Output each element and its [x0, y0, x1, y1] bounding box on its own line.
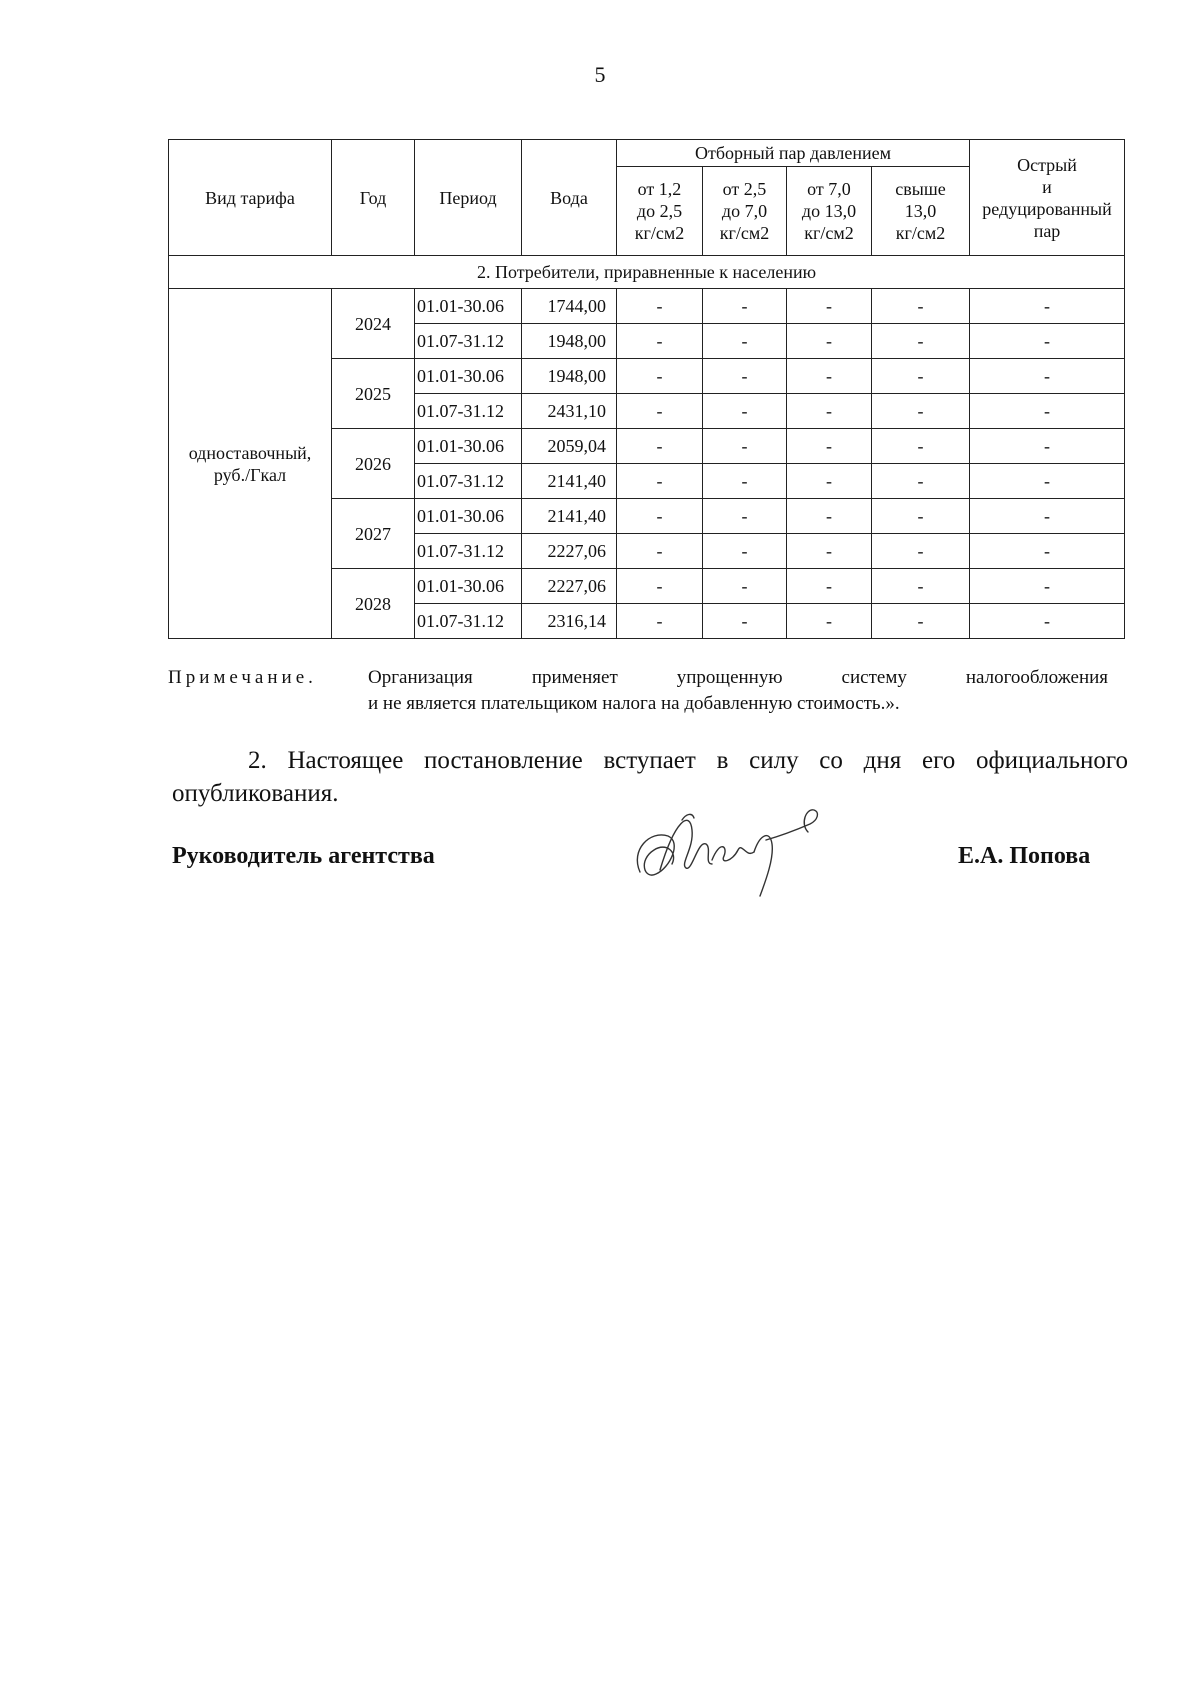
dash-cell: -	[787, 464, 872, 499]
signer-name: Е.А. Попова	[958, 843, 1091, 869]
dash-cell: -	[787, 324, 872, 359]
year-cell: 2026	[332, 429, 415, 499]
dash-cell: -	[617, 429, 703, 464]
tariff-type-line: одноставочный,	[188, 442, 312, 463]
dash-cell: -	[970, 569, 1125, 604]
dash-cell: -	[872, 604, 970, 639]
year-cell: 2027	[332, 499, 415, 569]
water-cell: 2141,40	[522, 464, 617, 499]
dash-cell: -	[970, 499, 1125, 534]
header-steam-2-5	[703, 167, 787, 256]
note-word: упрощенную	[676, 667, 783, 688]
signer-title: Руководитель агентства	[172, 843, 435, 869]
period-cell: 01.01-30.06	[415, 499, 522, 534]
table-row	[169, 289, 1125, 324]
water-cell: 1948,00	[522, 359, 617, 394]
page-number: 5	[594, 62, 606, 87]
dash-cell: -	[703, 359, 787, 394]
header-steam-7-0	[787, 167, 872, 256]
header-line: до 13,0	[801, 201, 857, 221]
header-tariff-type: Вид тарифа	[169, 140, 332, 256]
dash-cell: -	[787, 359, 872, 394]
section-title: 2. Потребители, приравненные к населению	[169, 256, 1125, 289]
dash-cell: -	[970, 429, 1125, 464]
dash-cell: -	[787, 604, 872, 639]
header-line: до 7,0	[721, 201, 768, 221]
dash-cell: -	[970, 359, 1125, 394]
period-cell: 01.07-31.12	[415, 534, 522, 569]
tariff-type-cell	[169, 289, 332, 639]
period-cell: 01.07-31.12	[415, 604, 522, 639]
water-cell: 2227,06	[522, 534, 617, 569]
header-year: Год	[332, 140, 415, 256]
header-steam-13-0	[872, 167, 970, 256]
dash-cell: -	[787, 429, 872, 464]
tariff-table	[168, 139, 1125, 639]
dash-cell: -	[970, 534, 1125, 569]
header-sharp-steam-line: и	[1042, 176, 1052, 197]
dash-cell: -	[703, 394, 787, 429]
note-word: налогообложения	[965, 667, 1109, 688]
header-water: Вода	[522, 140, 617, 256]
header-line: от 7,0	[807, 179, 851, 199]
header-sharp-steam-line: пар	[1033, 220, 1061, 241]
signature-image	[620, 800, 840, 900]
dash-cell: -	[617, 604, 703, 639]
header-sharp-steam	[970, 140, 1125, 256]
dash-cell: -	[787, 499, 872, 534]
dash-cell: -	[617, 464, 703, 499]
dash-cell: -	[617, 569, 703, 604]
header-line: кг/см2	[895, 223, 946, 243]
header-line: кг/см2	[634, 223, 685, 243]
dash-cell: -	[617, 359, 703, 394]
dash-cell: -	[703, 429, 787, 464]
header-line: до 2,5	[636, 201, 683, 221]
dash-cell: -	[872, 394, 970, 429]
period-cell: 01.07-31.12	[415, 324, 522, 359]
water-cell: 2059,04	[522, 429, 617, 464]
note-label: Примечание.	[168, 667, 317, 688]
note-line-2: и не является плательщиком налога на добавленную стоимость.».	[368, 693, 900, 714]
water-cell: 2141,40	[522, 499, 617, 534]
dash-cell: -	[703, 569, 787, 604]
water-cell: 2316,14	[522, 604, 617, 639]
dash-cell: -	[872, 534, 970, 569]
header-row-1	[169, 140, 1125, 167]
dash-cell: -	[787, 534, 872, 569]
dash-cell: -	[703, 499, 787, 534]
header-steam-1-2	[617, 167, 703, 256]
header-line: свыше	[895, 179, 946, 199]
period-cell: 01.01-30.06	[415, 569, 522, 604]
dash-cell: -	[703, 464, 787, 499]
dash-cell: -	[703, 289, 787, 324]
dash-cell: -	[703, 604, 787, 639]
dash-cell: -	[703, 324, 787, 359]
dash-cell: -	[872, 499, 970, 534]
period-cell: 01.01-30.06	[415, 429, 522, 464]
water-cell: 2431,10	[522, 394, 617, 429]
dash-cell: -	[872, 464, 970, 499]
tariff-type-line: руб./Гкал	[213, 464, 287, 485]
header-period: Период	[415, 140, 522, 256]
year-cell: 2025	[332, 359, 415, 429]
water-cell: 1948,00	[522, 324, 617, 359]
dash-cell: -	[617, 289, 703, 324]
note-word: применяет	[531, 667, 618, 688]
year-cell: 2028	[332, 569, 415, 639]
header-line: кг/см2	[804, 223, 854, 243]
dash-cell: -	[970, 289, 1125, 324]
dash-cell: -	[970, 604, 1125, 639]
dash-cell: -	[970, 394, 1125, 429]
dash-cell: -	[872, 569, 970, 604]
header-line: 13,0	[904, 201, 937, 221]
dash-cell: -	[970, 464, 1125, 499]
dash-cell: -	[617, 394, 703, 429]
dash-cell: -	[787, 569, 872, 604]
clause-paragraph: 2. Настоящее постановление вступает в силу со дня его официального опубликования.	[172, 747, 1128, 807]
table-body	[169, 256, 1125, 639]
period-cell: 01.01-30.06	[415, 359, 522, 394]
section-row	[169, 256, 1125, 289]
dash-cell: -	[703, 534, 787, 569]
header-line: кг/см2	[719, 223, 770, 243]
water-cell: 1744,00	[522, 289, 617, 324]
dash-cell: -	[970, 324, 1125, 359]
dash-cell: -	[872, 429, 970, 464]
year-cell: 2024	[332, 289, 415, 359]
header-sharp-steam-line: редуцированный	[982, 198, 1112, 219]
period-cell: 01.07-31.12	[415, 394, 522, 429]
period-cell: 01.07-31.12	[415, 464, 522, 499]
note-word: Организация	[368, 667, 473, 688]
dash-cell: -	[617, 324, 703, 359]
header-sharp-steam-line: Острый	[1017, 154, 1077, 175]
note-line-1	[368, 665, 1108, 691]
period-cell: 01.01-30.06	[415, 289, 522, 324]
dash-cell: -	[872, 359, 970, 394]
header-line: от 2,5	[722, 179, 767, 199]
dash-cell: -	[617, 534, 703, 569]
header-selected-steam: Отборный пар давлением	[617, 140, 970, 167]
dash-cell: -	[787, 289, 872, 324]
dash-cell: -	[872, 289, 970, 324]
water-cell: 2227,06	[522, 569, 617, 604]
dash-cell: -	[617, 499, 703, 534]
dash-cell: -	[872, 324, 970, 359]
dash-cell: -	[787, 394, 872, 429]
note-word: систему	[841, 667, 907, 688]
header-line: от 1,2	[637, 179, 682, 199]
